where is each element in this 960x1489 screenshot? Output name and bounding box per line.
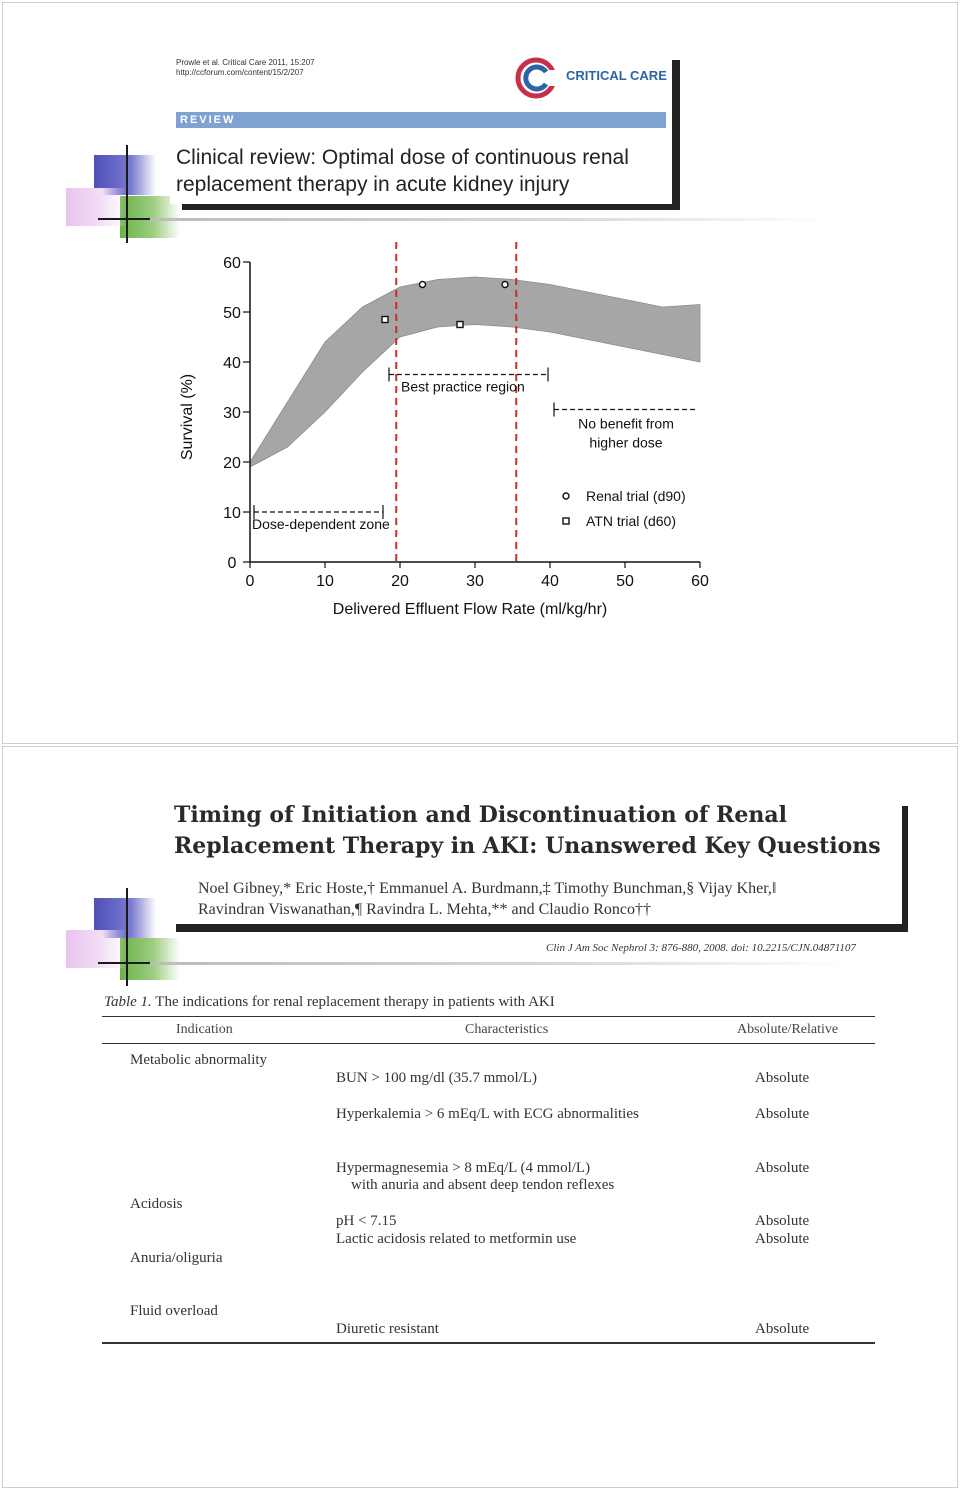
paper-authors [198, 878, 898, 920]
y-tick-label: 50 [223, 305, 241, 322]
table-caption-text: The indications for renal replacement therapy in patients with AKI [155, 994, 555, 1010]
absolute-lactic-acidosis: Absolute [755, 1231, 810, 1247]
decor-divider [150, 218, 830, 221]
y-tick-label: 0 [227, 555, 237, 572]
legend-label: Renal trial (d90) [586, 488, 686, 504]
x-axis-label: Delivered Effluent Flow Rate (ml/kg/hr) [332, 601, 608, 618]
citation-url: http://ccforum.com/content/15/2/207 [176, 68, 304, 77]
indication-anuria: Anuria/oliguria [130, 1250, 223, 1266]
table-header-absolute-relative: Absolute/Relative [737, 1022, 839, 1037]
y-tick-label: 10 [223, 505, 241, 522]
table-header-rule [102, 1043, 875, 1044]
authors-line-1: Noel Gibney,* Eric Hoste,† Emmanuel A. Burdmann,‡ Timothy Bunchman,§ Vijay Kher,‖ [198, 880, 777, 897]
indication-fluid-overload: Fluid overload [130, 1303, 218, 1319]
x-tick-label: 10 [316, 573, 334, 590]
characteristic-hypermagnesemia-detail: with anuria and absent deep tendon reflexes [351, 1177, 615, 1193]
decor-green-square [120, 938, 180, 980]
absolute-bun: Absolute [755, 1070, 810, 1086]
characteristic-hypermagnesemia: Hypermagnesemia > 8 mEq/L (4 mmol/L) [336, 1160, 591, 1176]
table-bottom-rule [102, 1342, 875, 1344]
atn-trial-point [382, 317, 388, 323]
absolute-diuretic-resistant: Absolute [755, 1321, 810, 1337]
authors-line-2: Ravindran Viswanathan,¶ Ravindra L. Mehta,** and Claudio Ronco†† [198, 901, 652, 918]
y-tick-label: 40 [223, 355, 241, 372]
characteristic-lactic-acidosis: Lactic acidosis related to metformin use [336, 1231, 577, 1247]
characteristic-diuretic-resistant: Diuretic resistant [336, 1321, 439, 1337]
y-tick-label: 60 [223, 255, 241, 272]
x-tick-label: 20 [391, 573, 409, 590]
table-caption [104, 994, 555, 1011]
decor-horizontal-line [98, 962, 158, 964]
renal-trial-point [502, 282, 508, 288]
absolute-ph: Absolute [755, 1213, 810, 1229]
article-type-bar: REVIEW [176, 112, 666, 128]
absolute-hypermagnesemia: Absolute [755, 1160, 810, 1176]
renal-trial-point [420, 282, 426, 288]
annotation-label: Dose-dependent zone [252, 516, 390, 532]
x-tick-label: 0 [245, 573, 255, 590]
indication-acidosis: Acidosis [130, 1196, 183, 1212]
characteristic-bun: BUN > 100 mg/dl (35.7 mmol/L) [336, 1070, 537, 1086]
table-header-indication: Indication [176, 1022, 233, 1037]
y-axis-label: Survival (%) [179, 373, 196, 461]
x-tick-label: 40 [541, 573, 559, 590]
legend-square-marker [563, 518, 569, 524]
table-top-rule [102, 1016, 875, 1017]
critical-care-logo-icon [514, 56, 560, 100]
decor-pink-square [66, 188, 126, 226]
article-title: Clinical review: Optimal dose of continuous renal replacement therapy in acute kidney injury [176, 146, 629, 196]
title-shadow-right [902, 806, 908, 932]
x-tick-label: 50 [616, 573, 634, 590]
legend-circle-marker [563, 493, 569, 499]
paper-title: Timing of Initiation and Discontinuation of Renal Replacement Therapy in AKI: Unanswered Key Questions [174, 802, 881, 859]
journal-logo-text: CRITICAL CARE [566, 68, 667, 83]
indication-metabolic: Metabolic abnormality [130, 1052, 268, 1068]
characteristic-ph: pH < 7.15 [336, 1213, 397, 1229]
decor-vertical-line [126, 145, 128, 243]
table-header-characteristics: Characteristics [465, 1022, 549, 1037]
characteristic-hyperkalemia: Hyperkalemia > 6 mEq/L with ECG abnormalities [336, 1106, 639, 1122]
annotation-label: Best practice region [401, 378, 525, 395]
annotation-label: No benefit from [578, 415, 674, 432]
citation-authors: Prowle et al. Critical Care 2011, 15:207 [176, 58, 315, 67]
absolute-hyperkalemia: Absolute [755, 1106, 810, 1122]
survival-chart [170, 240, 730, 630]
annotation-label: higher dose [589, 434, 663, 451]
legend-label: ATN trial (d60) [586, 513, 676, 529]
table-caption-label: Table 1. [104, 994, 152, 1010]
x-tick-label: 60 [691, 573, 709, 590]
header-shadow-right [672, 60, 680, 210]
journal-reference: Clin J Am Soc Nephrol 3: 876-880, 2008. doi: 10.2215/CJN.04871107 [546, 942, 856, 954]
x-tick-label: 30 [466, 573, 484, 590]
y-tick-label: 20 [223, 455, 241, 472]
decor-vertical-line [126, 888, 128, 986]
atn-trial-point [457, 322, 463, 328]
decor-divider [150, 962, 850, 965]
title-shadow-bottom [176, 924, 908, 932]
y-tick-label: 30 [223, 405, 241, 422]
decor-horizontal-line [98, 218, 158, 220]
